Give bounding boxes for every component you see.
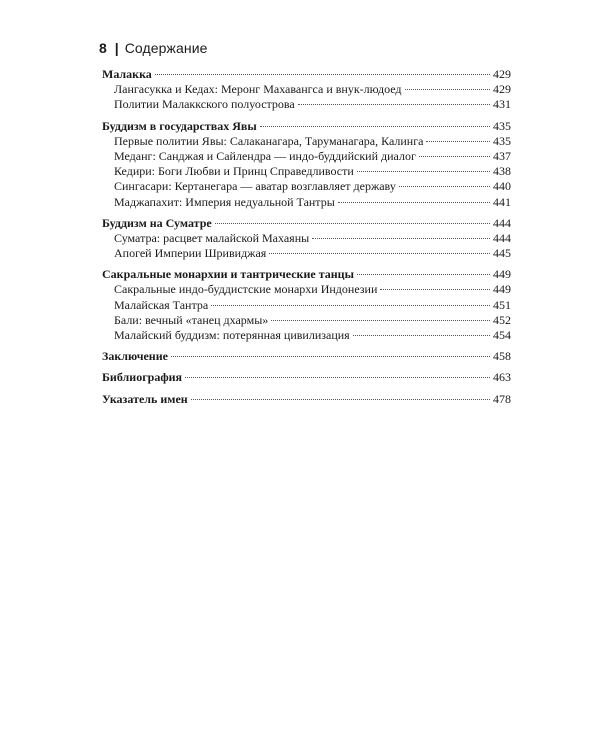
page-number: 8 <box>99 40 107 56</box>
toc-entry-page: 449 <box>493 267 511 282</box>
toc-section-name-index <box>102 392 511 407</box>
toc-subentry-title: Сингасари: Кертанегара — аватар возглавляет державу <box>114 179 396 194</box>
toc-subentry-title: Маджапахит: Империя недуальной Тантры <box>114 194 335 209</box>
dot-leader <box>338 202 490 203</box>
toc-entry-page: 429 <box>493 67 511 81</box>
dot-leader <box>312 238 490 239</box>
toc-subentry[interactable] <box>102 231 511 246</box>
dot-leader <box>271 320 490 321</box>
toc-entry-page: 478 <box>493 391 511 406</box>
toc-subentry-page: 451 <box>493 297 511 312</box>
toc-section-sumatra <box>102 216 511 262</box>
toc-entry[interactable] <box>102 370 511 385</box>
header-separator: | <box>114 40 119 56</box>
toc-subentry-title: Сакральные индо-буддистские монархи Индонезии <box>114 282 378 297</box>
toc-subentry[interactable] <box>102 313 511 328</box>
toc-subentry-page: 438 <box>493 164 511 179</box>
toc-entry-title: Указатель имен <box>102 391 188 406</box>
toc-section-monarchies <box>102 267 511 343</box>
toc-entry[interactable] <box>102 349 511 364</box>
toc-entry-page: 458 <box>493 349 511 364</box>
toc-subentry-title: Суматра: расцвет малайской Махаяны <box>114 230 310 245</box>
toc-subentry-page: 452 <box>493 312 511 327</box>
dot-leader <box>357 274 490 275</box>
toc-subentry-title: Меданг: Санджая и Сайлендра — индо-буддийский диалог <box>114 148 416 163</box>
dot-leader <box>171 356 490 357</box>
toc-subentry-page: 437 <box>493 148 511 163</box>
toc-entry-title: Буддизм на Суматре <box>102 215 212 230</box>
toc-section-malacca <box>102 67 511 113</box>
running-header <box>99 39 208 57</box>
toc-subentry-title: Лангасукка и Кедах: Меронг Махавангса и внук-людоед <box>114 82 402 97</box>
toc-section-conclusion <box>102 349 511 364</box>
dot-leader <box>215 223 490 224</box>
toc-subentry[interactable] <box>102 82 511 97</box>
toc-subentry[interactable] <box>102 282 511 297</box>
dot-leader <box>353 335 490 336</box>
toc-subentry[interactable] <box>102 246 511 261</box>
toc-subentry[interactable] <box>102 97 511 112</box>
toc-entry-title: Библиография <box>102 370 183 385</box>
toc-entry-title: Заключение <box>102 349 168 364</box>
toc-subentry[interactable] <box>102 195 511 210</box>
dot-leader <box>260 126 490 127</box>
toc-subentry-page: 441 <box>493 194 511 209</box>
toc-subentry-title: Кедири: Боги Любви и Принц Справедливости <box>114 164 354 179</box>
toc-subentry-page: 445 <box>493 246 511 261</box>
dot-leader <box>380 289 490 290</box>
dot-leader <box>399 186 490 187</box>
header-title: Содержание <box>124 40 208 56</box>
toc-entry-page: 435 <box>493 118 511 133</box>
toc-subentry[interactable] <box>102 179 511 194</box>
toc-entry[interactable] <box>102 119 511 134</box>
table-of-contents <box>102 67 511 411</box>
toc-entry[interactable] <box>102 216 511 231</box>
toc-entry-title: Сакральные монархии и тантрические танцы <box>102 267 354 282</box>
toc-subentry-title: Малайский буддизм: потерянная цивилизация <box>114 328 350 342</box>
toc-subentry-page: 454 <box>493 328 511 342</box>
toc-section-bibliography <box>102 370 511 385</box>
toc-subentry-page: 444 <box>493 230 511 245</box>
dot-leader <box>269 253 490 254</box>
toc-entry[interactable] <box>102 267 511 282</box>
toc-subentry-page: 429 <box>493 82 511 97</box>
toc-entry[interactable] <box>102 392 511 407</box>
dot-leader <box>185 377 490 378</box>
toc-subentry-page: 431 <box>493 97 511 112</box>
toc-subentry-title: Бали: вечный «танец дхармы» <box>114 312 269 327</box>
toc-entry[interactable] <box>102 67 511 82</box>
toc-entry-title: Буддизм в государствах Явы <box>102 118 257 133</box>
toc-entry-title: Малакка <box>102 67 152 81</box>
toc-subentry-page: 449 <box>493 282 511 297</box>
dot-leader <box>298 104 490 105</box>
dot-leader <box>426 141 490 142</box>
toc-subentry-title: Политии Малаккского полуострова <box>114 97 295 112</box>
toc-subentry[interactable] <box>102 328 511 343</box>
dot-leader <box>405 89 490 90</box>
dot-leader <box>155 74 490 75</box>
toc-subentry[interactable] <box>102 149 511 164</box>
toc-subentry[interactable] <box>102 134 511 149</box>
toc-subentry-title: Малайская Тантра <box>114 297 209 312</box>
toc-subentry-page: 440 <box>493 179 511 194</box>
dot-leader <box>357 171 490 172</box>
toc-subentry-title: Апогей Империи Шривиджая <box>114 246 267 261</box>
dot-leader <box>191 399 490 400</box>
toc-entry-page: 463 <box>493 370 511 385</box>
dot-leader <box>419 156 490 157</box>
dot-leader <box>211 305 490 306</box>
toc-subentry-page: 435 <box>493 133 511 148</box>
toc-subentry[interactable] <box>102 164 511 179</box>
toc-subentry[interactable] <box>102 298 511 313</box>
toc-entry-page: 444 <box>493 215 511 230</box>
toc-section-java <box>102 119 511 210</box>
toc-subentry-title: Первые политии Явы: Салаканагара, Таруманагара, Калинга <box>114 133 424 148</box>
